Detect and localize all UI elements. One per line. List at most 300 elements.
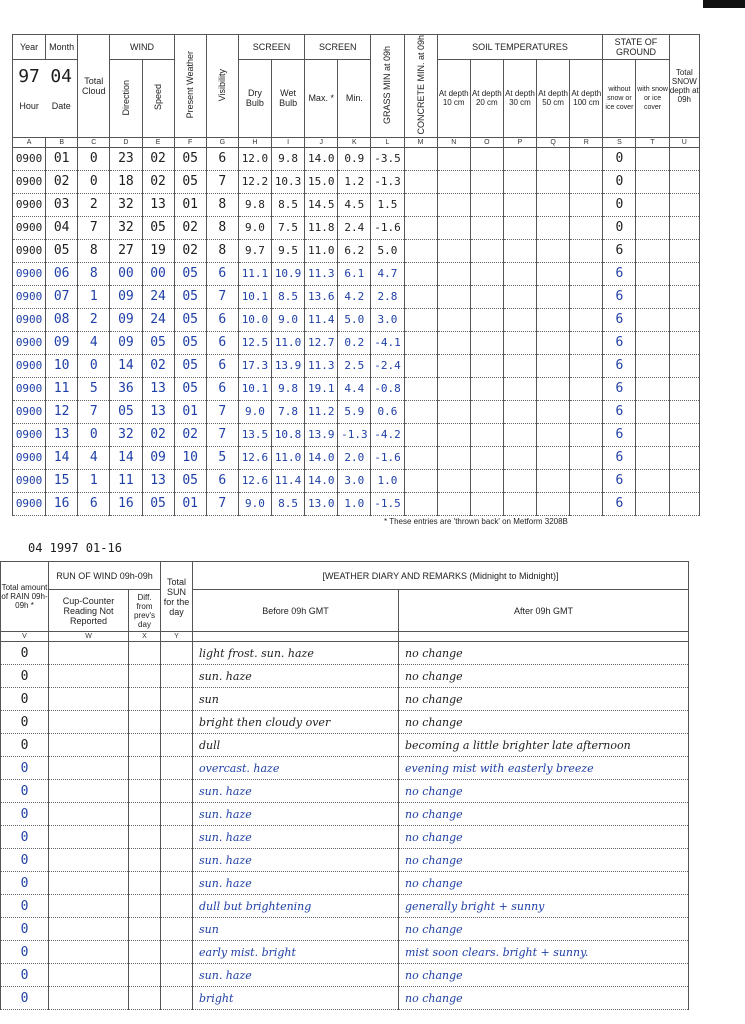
soil-temp-cell — [437, 423, 470, 446]
dry-bulb-cell: 9.0 — [238, 492, 271, 515]
before-09h-cell: sun — [193, 688, 399, 711]
soil-temp-cell — [503, 308, 536, 331]
soil-temp-cell — [437, 446, 470, 469]
column-letter: R — [570, 137, 603, 147]
soil-temp-cell — [437, 308, 470, 331]
diff-cell — [129, 803, 161, 826]
soil-temp-cell — [470, 400, 503, 423]
cloud-cell: 2 — [78, 308, 110, 331]
after-09h-cell: evening mist with easterly breeze — [399, 757, 689, 780]
hour-cell: 0900 — [13, 147, 46, 170]
ground-state-cell: 6 — [603, 492, 636, 515]
ground-snow-cell — [636, 285, 669, 308]
diary-row — [1, 849, 689, 872]
column-letter: J — [305, 137, 338, 147]
grass-min-cell: 1.5 — [371, 193, 404, 216]
visibility-cell: 6 — [206, 469, 238, 492]
before-09h-cell: sun. haze — [193, 826, 399, 849]
column-letter: X — [129, 632, 161, 642]
soil-temp-cell — [537, 308, 570, 331]
min-cell: 4.5 — [338, 193, 371, 216]
before-09h-cell: dull but brightening — [193, 895, 399, 918]
after-09h-cell: no change — [399, 803, 689, 826]
depth-10-header: At depth 10 cm — [437, 60, 470, 137]
dry-bulb-cell: 12.5 — [238, 331, 271, 354]
diff-cell — [129, 872, 161, 895]
concrete-min-cell — [404, 262, 437, 285]
soil-temp-cell — [470, 216, 503, 239]
concrete-min-cell — [404, 147, 437, 170]
rain-cell: 0 — [1, 734, 49, 757]
wind-speed-cell: 02 — [142, 170, 174, 193]
concrete-min-cell — [404, 400, 437, 423]
soil-temp-cell — [537, 423, 570, 446]
ground-snow-cell — [636, 262, 669, 285]
wind-direction-cell: 23 — [110, 147, 142, 170]
cup-counter-cell — [49, 642, 129, 665]
diff-cell — [129, 711, 161, 734]
total-snow-header: Total SNOW depth at 09h — [669, 35, 699, 138]
date-cell: 15 — [46, 469, 78, 492]
visibility-cell: 7 — [206, 492, 238, 515]
diary-table — [0, 561, 689, 1010]
min-cell: 1.0 — [338, 492, 371, 515]
diary-row — [1, 665, 689, 688]
dry-bulb-cell: 12.0 — [238, 147, 271, 170]
rain-cell: 0 — [1, 665, 49, 688]
ground-state-cell: 6 — [603, 331, 636, 354]
wind-speed-cell: 09 — [142, 446, 174, 469]
wind-speed-cell: 02 — [142, 147, 174, 170]
diff-cell — [129, 757, 161, 780]
diff-cell — [129, 826, 161, 849]
diff-cell — [129, 734, 161, 757]
wet-bulb-cell: 10.8 — [272, 423, 305, 446]
hour-cell: 0900 — [13, 400, 46, 423]
soil-temp-cell — [537, 400, 570, 423]
concrete-min-cell — [404, 354, 437, 377]
visibility-cell: 7 — [206, 170, 238, 193]
soil-temp-cell — [503, 446, 536, 469]
after-09h-cell: no change — [399, 665, 689, 688]
soil-temp-cell — [503, 469, 536, 492]
dry-bulb-cell: 9.8 — [238, 193, 271, 216]
ground-snow-cell — [636, 308, 669, 331]
after-09h-header: After 09h GMT — [399, 590, 689, 632]
visibility-cell: 7 — [206, 423, 238, 446]
cloud-cell: 1 — [78, 469, 110, 492]
soil-temp-cell — [437, 331, 470, 354]
soil-temp-cell — [470, 492, 503, 515]
date-cell: 11 — [46, 377, 78, 400]
rain-cell: 0 — [1, 757, 49, 780]
observation-row — [13, 216, 700, 239]
before-09h-cell: bright then cloudy over — [193, 711, 399, 734]
visibility-cell: 6 — [206, 147, 238, 170]
min-cell: 2.5 — [338, 354, 371, 377]
hour-cell: 0900 — [13, 423, 46, 446]
rain-cell: 0 — [1, 849, 49, 872]
date-cell: 12 — [46, 400, 78, 423]
before-09h-cell: sun. haze — [193, 780, 399, 803]
min-cell: 4.2 — [338, 285, 371, 308]
sun-cell — [161, 688, 193, 711]
soil-temp-cell — [470, 377, 503, 400]
column-letter: L — [371, 137, 404, 147]
before-09h-cell: overcast. haze — [193, 757, 399, 780]
date-cell: 05 — [46, 239, 78, 262]
soil-temp-cell — [470, 262, 503, 285]
soil-temp-cell — [470, 285, 503, 308]
wet-bulb-cell: 9.8 — [272, 147, 305, 170]
present-weather-cell: 05 — [174, 469, 206, 492]
section-label: 04 1997 01-16 — [28, 541, 122, 555]
cloud-cell: 0 — [78, 147, 110, 170]
max-cell: 13.9 — [305, 423, 338, 446]
column-letter: P — [503, 137, 536, 147]
cup-counter-cell — [49, 711, 129, 734]
month-header: Month — [46, 35, 78, 60]
cup-counter-cell — [49, 918, 129, 941]
soil-temp-cell — [470, 170, 503, 193]
visibility-cell: 8 — [206, 239, 238, 262]
soil-temp-cell — [437, 262, 470, 285]
wind-direction-cell: 32 — [110, 216, 142, 239]
date-cell: 09 — [46, 331, 78, 354]
wind-speed-cell: 02 — [142, 354, 174, 377]
snow-depth-cell — [669, 262, 699, 285]
min-cell: 6.1 — [338, 262, 371, 285]
soil-temp-cell — [570, 446, 603, 469]
diff-cell — [129, 688, 161, 711]
snow-depth-cell — [669, 377, 699, 400]
observation-row — [13, 492, 700, 515]
soil-temp-cell — [537, 216, 570, 239]
date-cell: 16 — [46, 492, 78, 515]
wet-bulb-cell: 9.0 — [272, 308, 305, 331]
soil-temp-cell — [470, 331, 503, 354]
total-rain-header: Total amount of RAIN 09h-09h * — [1, 562, 49, 632]
after-09h-cell: becoming a little brighter late afternoon — [399, 734, 689, 757]
wind-speed-cell: 02 — [142, 423, 174, 446]
observation-row — [13, 469, 700, 492]
soil-temp-cell — [503, 400, 536, 423]
run-of-wind-header: RUN OF WIND 09h-09h — [49, 562, 161, 590]
ground-snow-cell — [636, 331, 669, 354]
min-cell: 2.0 — [338, 446, 371, 469]
observation-row — [13, 400, 700, 423]
soil-temp-cell — [537, 170, 570, 193]
diary-column-letter-row — [1, 632, 689, 642]
soil-temp-cell — [537, 262, 570, 285]
column-letter: B — [46, 137, 78, 147]
wind-speed-cell: 19 — [142, 239, 174, 262]
wind-speed-cell: 00 — [142, 262, 174, 285]
visibility-cell: 5 — [206, 446, 238, 469]
ground-state-cell: 0 — [603, 147, 636, 170]
wind-speed-cell: 05 — [142, 331, 174, 354]
soil-temp-cell — [503, 285, 536, 308]
date-cell: 07 — [46, 285, 78, 308]
observation-row — [13, 239, 700, 262]
year-month-values — [13, 60, 78, 137]
dry-bulb-cell: 9.0 — [238, 400, 271, 423]
wind-direction-cell: 36 — [110, 377, 142, 400]
ground-snow-cell — [636, 400, 669, 423]
cup-counter-cell — [49, 895, 129, 918]
visibility-cell: 8 — [206, 193, 238, 216]
cloud-cell: 7 — [78, 400, 110, 423]
soil-temp-cell — [470, 193, 503, 216]
snow-depth-cell — [669, 147, 699, 170]
hour-cell: 0900 — [13, 193, 46, 216]
max-cell: 14.5 — [305, 193, 338, 216]
soil-temp-cell — [470, 147, 503, 170]
ground-snow-cell — [636, 239, 669, 262]
diary-row — [1, 757, 689, 780]
visibility-cell: 6 — [206, 354, 238, 377]
min-cell: 5.0 — [338, 308, 371, 331]
ground-state-cell: 0 — [603, 170, 636, 193]
dry-bulb-cell: 12.2 — [238, 170, 271, 193]
soil-temp-cell — [503, 377, 536, 400]
present-weather-cell: 05 — [174, 147, 206, 170]
wind-header: WIND — [110, 35, 174, 60]
grass-min-cell: 0.6 — [371, 400, 404, 423]
rain-cell: 0 — [1, 895, 49, 918]
diary-row — [1, 918, 689, 941]
cup-counter-cell — [49, 665, 129, 688]
wind-direction-cell: 32 — [110, 423, 142, 446]
grass-min-cell: 4.7 — [371, 262, 404, 285]
depth-100-header: At depth 100 cm — [570, 60, 603, 137]
soil-temp-cell — [437, 147, 470, 170]
present-weather-cell: 02 — [174, 423, 206, 446]
direction-header: Direction — [110, 60, 142, 137]
soil-temp-cell — [570, 331, 603, 354]
grass-min-cell: -4.1 — [371, 331, 404, 354]
dry-bulb-cell: 17.3 — [238, 354, 271, 377]
after-09h-cell: no change — [399, 964, 689, 987]
column-letter: Y — [161, 632, 193, 642]
cloud-cell: 5 — [78, 377, 110, 400]
wet-bulb-cell: 7.8 — [272, 400, 305, 423]
diff-cell — [129, 780, 161, 803]
column-letter: O — [470, 137, 503, 147]
wet-bulb-cell: 8.5 — [272, 285, 305, 308]
cloud-cell: 0 — [78, 423, 110, 446]
diary-row — [1, 826, 689, 849]
max-cell: 11.3 — [305, 354, 338, 377]
column-letter: G — [206, 137, 238, 147]
column-letter: Q — [537, 137, 570, 147]
footnote: * These entries are 'thrown back' on Metform 3208B — [384, 517, 568, 526]
diary-body — [1, 642, 689, 1010]
total-cloud-header: Total Cloud — [78, 35, 110, 138]
date-cell: 08 — [46, 308, 78, 331]
snow-depth-cell — [669, 492, 699, 515]
column-letter: T — [636, 137, 669, 147]
min-cell: 0.2 — [338, 331, 371, 354]
concrete-min-cell — [404, 423, 437, 446]
column-letter: H — [238, 137, 271, 147]
ground-snow-cell — [636, 469, 669, 492]
hour-cell: 0900 — [13, 469, 46, 492]
cup-counter-cell — [49, 941, 129, 964]
before-09h-cell: sun. haze — [193, 849, 399, 872]
rain-cell: 0 — [1, 803, 49, 826]
min-header: Min. — [338, 60, 371, 137]
column-letter: D — [110, 137, 142, 147]
hour-cell: 0900 — [13, 331, 46, 354]
ground-state-cell: 6 — [603, 400, 636, 423]
ground-state-cell: 6 — [603, 285, 636, 308]
hour-cell: 0900 — [13, 492, 46, 515]
soil-temp-cell — [503, 147, 536, 170]
cup-counter-header: Cup-Counter Reading Not Reported — [49, 590, 129, 632]
soil-temp-cell — [570, 354, 603, 377]
snow-depth-cell — [669, 216, 699, 239]
rain-cell: 0 — [1, 780, 49, 803]
column-letter: U — [669, 137, 699, 147]
sun-cell — [161, 987, 193, 1010]
dry-bulb-cell: 9.7 — [238, 239, 271, 262]
grass-min-cell: -2.4 — [371, 354, 404, 377]
snow-depth-cell — [669, 285, 699, 308]
sun-cell — [161, 780, 193, 803]
column-letter: K — [338, 137, 371, 147]
before-09h-cell: early mist. bright — [193, 941, 399, 964]
concrete-min-cell — [404, 170, 437, 193]
wet-bulb-cell: 11.4 — [272, 469, 305, 492]
max-cell: 14.0 — [305, 469, 338, 492]
present-weather-cell: 05 — [174, 170, 206, 193]
soil-temp-cell — [537, 239, 570, 262]
date-cell: 06 — [46, 262, 78, 285]
rain-cell: 0 — [1, 941, 49, 964]
max-cell: 14.0 — [305, 446, 338, 469]
hour-cell: 0900 — [13, 262, 46, 285]
max-cell: 15.0 — [305, 170, 338, 193]
soil-temp-cell — [470, 239, 503, 262]
concrete-min-cell — [404, 285, 437, 308]
grass-min-cell: -3.5 — [371, 147, 404, 170]
month-value: 04 — [50, 66, 73, 88]
diff-cell — [129, 849, 161, 872]
soil-temp-cell — [437, 193, 470, 216]
column-letter-blank — [193, 632, 399, 642]
observation-row — [13, 147, 700, 170]
soil-temp-cell — [503, 170, 536, 193]
wind-direction-cell: 09 — [110, 331, 142, 354]
column-letter: A — [13, 137, 46, 147]
soil-temp-cell — [570, 377, 603, 400]
max-header: Max. * — [305, 60, 338, 137]
dry-bulb-cell: 9.0 — [238, 216, 271, 239]
after-09h-cell: no change — [399, 987, 689, 1010]
diff-cell — [129, 665, 161, 688]
year-value: 97 — [18, 66, 40, 88]
max-cell: 13.6 — [305, 285, 338, 308]
diary-row — [1, 642, 689, 665]
dry-bulb-cell: 11.1 — [238, 262, 271, 285]
column-letter: N — [437, 137, 470, 147]
wind-direction-cell: 11 — [110, 469, 142, 492]
wet-bulb-cell: 11.0 — [272, 446, 305, 469]
wet-bulb-cell: 9.5 — [272, 239, 305, 262]
hour-cell: 0900 — [13, 377, 46, 400]
present-weather-cell: 05 — [174, 308, 206, 331]
after-09h-cell: no change — [399, 849, 689, 872]
observation-row — [13, 423, 700, 446]
min-cell: 4.4 — [338, 377, 371, 400]
sun-cell — [161, 918, 193, 941]
diary-remarks-header: [WEATHER DIARY AND REMARKS (Midnight to Midnight)] — [193, 562, 689, 590]
soil-temp-cell — [537, 285, 570, 308]
soil-temp-cell — [570, 423, 603, 446]
max-cell: 11.4 — [305, 308, 338, 331]
min-cell: 3.0 — [338, 469, 371, 492]
hour-cell: 0900 — [13, 170, 46, 193]
concrete-min-cell — [404, 216, 437, 239]
wind-speed-cell: 13 — [142, 193, 174, 216]
ground-snow-cell — [636, 170, 669, 193]
soil-temp-cell — [537, 446, 570, 469]
present-weather-cell: 05 — [174, 285, 206, 308]
before-09h-cell: sun. haze — [193, 665, 399, 688]
wind-speed-cell: 24 — [142, 308, 174, 331]
wet-bulb-cell: 10.9 — [272, 262, 305, 285]
diary-row — [1, 780, 689, 803]
ground-snow-cell — [636, 446, 669, 469]
present-weather-cell: 10 — [174, 446, 206, 469]
diff-header: Diff. from prev's day — [129, 590, 161, 632]
wind-speed-cell: 05 — [142, 216, 174, 239]
column-letter: S — [603, 137, 636, 147]
column-letter-row — [13, 137, 700, 147]
soil-temp-cell — [437, 216, 470, 239]
grass-min-cell: 2.8 — [371, 285, 404, 308]
ground-state-cell: 6 — [603, 377, 636, 400]
diff-cell — [129, 895, 161, 918]
diary-row — [1, 711, 689, 734]
before-09h-cell: sun — [193, 918, 399, 941]
soil-temp-cell — [570, 262, 603, 285]
sun-cell — [161, 803, 193, 826]
present-weather-cell: 05 — [174, 354, 206, 377]
soil-temp-cell — [570, 170, 603, 193]
present-weather-cell: 05 — [174, 331, 206, 354]
grass-min-cell: -1.3 — [371, 170, 404, 193]
date-cell: 13 — [46, 423, 78, 446]
visibility-cell: 6 — [206, 308, 238, 331]
cup-counter-cell — [49, 872, 129, 895]
cloud-cell: 8 — [78, 262, 110, 285]
cup-counter-cell — [49, 734, 129, 757]
concrete-min-cell — [404, 331, 437, 354]
soil-temp-cell — [503, 262, 536, 285]
snow-depth-cell — [669, 170, 699, 193]
cup-counter-cell — [49, 803, 129, 826]
concrete-min-cell — [404, 492, 437, 515]
without-snow-header: without snow or ice cover — [603, 60, 636, 137]
wind-direction-cell: 00 — [110, 262, 142, 285]
date-cell: 03 — [46, 193, 78, 216]
soil-temp-cell — [470, 354, 503, 377]
sun-cell — [161, 941, 193, 964]
soil-temp-cell — [537, 193, 570, 216]
diff-cell — [129, 964, 161, 987]
